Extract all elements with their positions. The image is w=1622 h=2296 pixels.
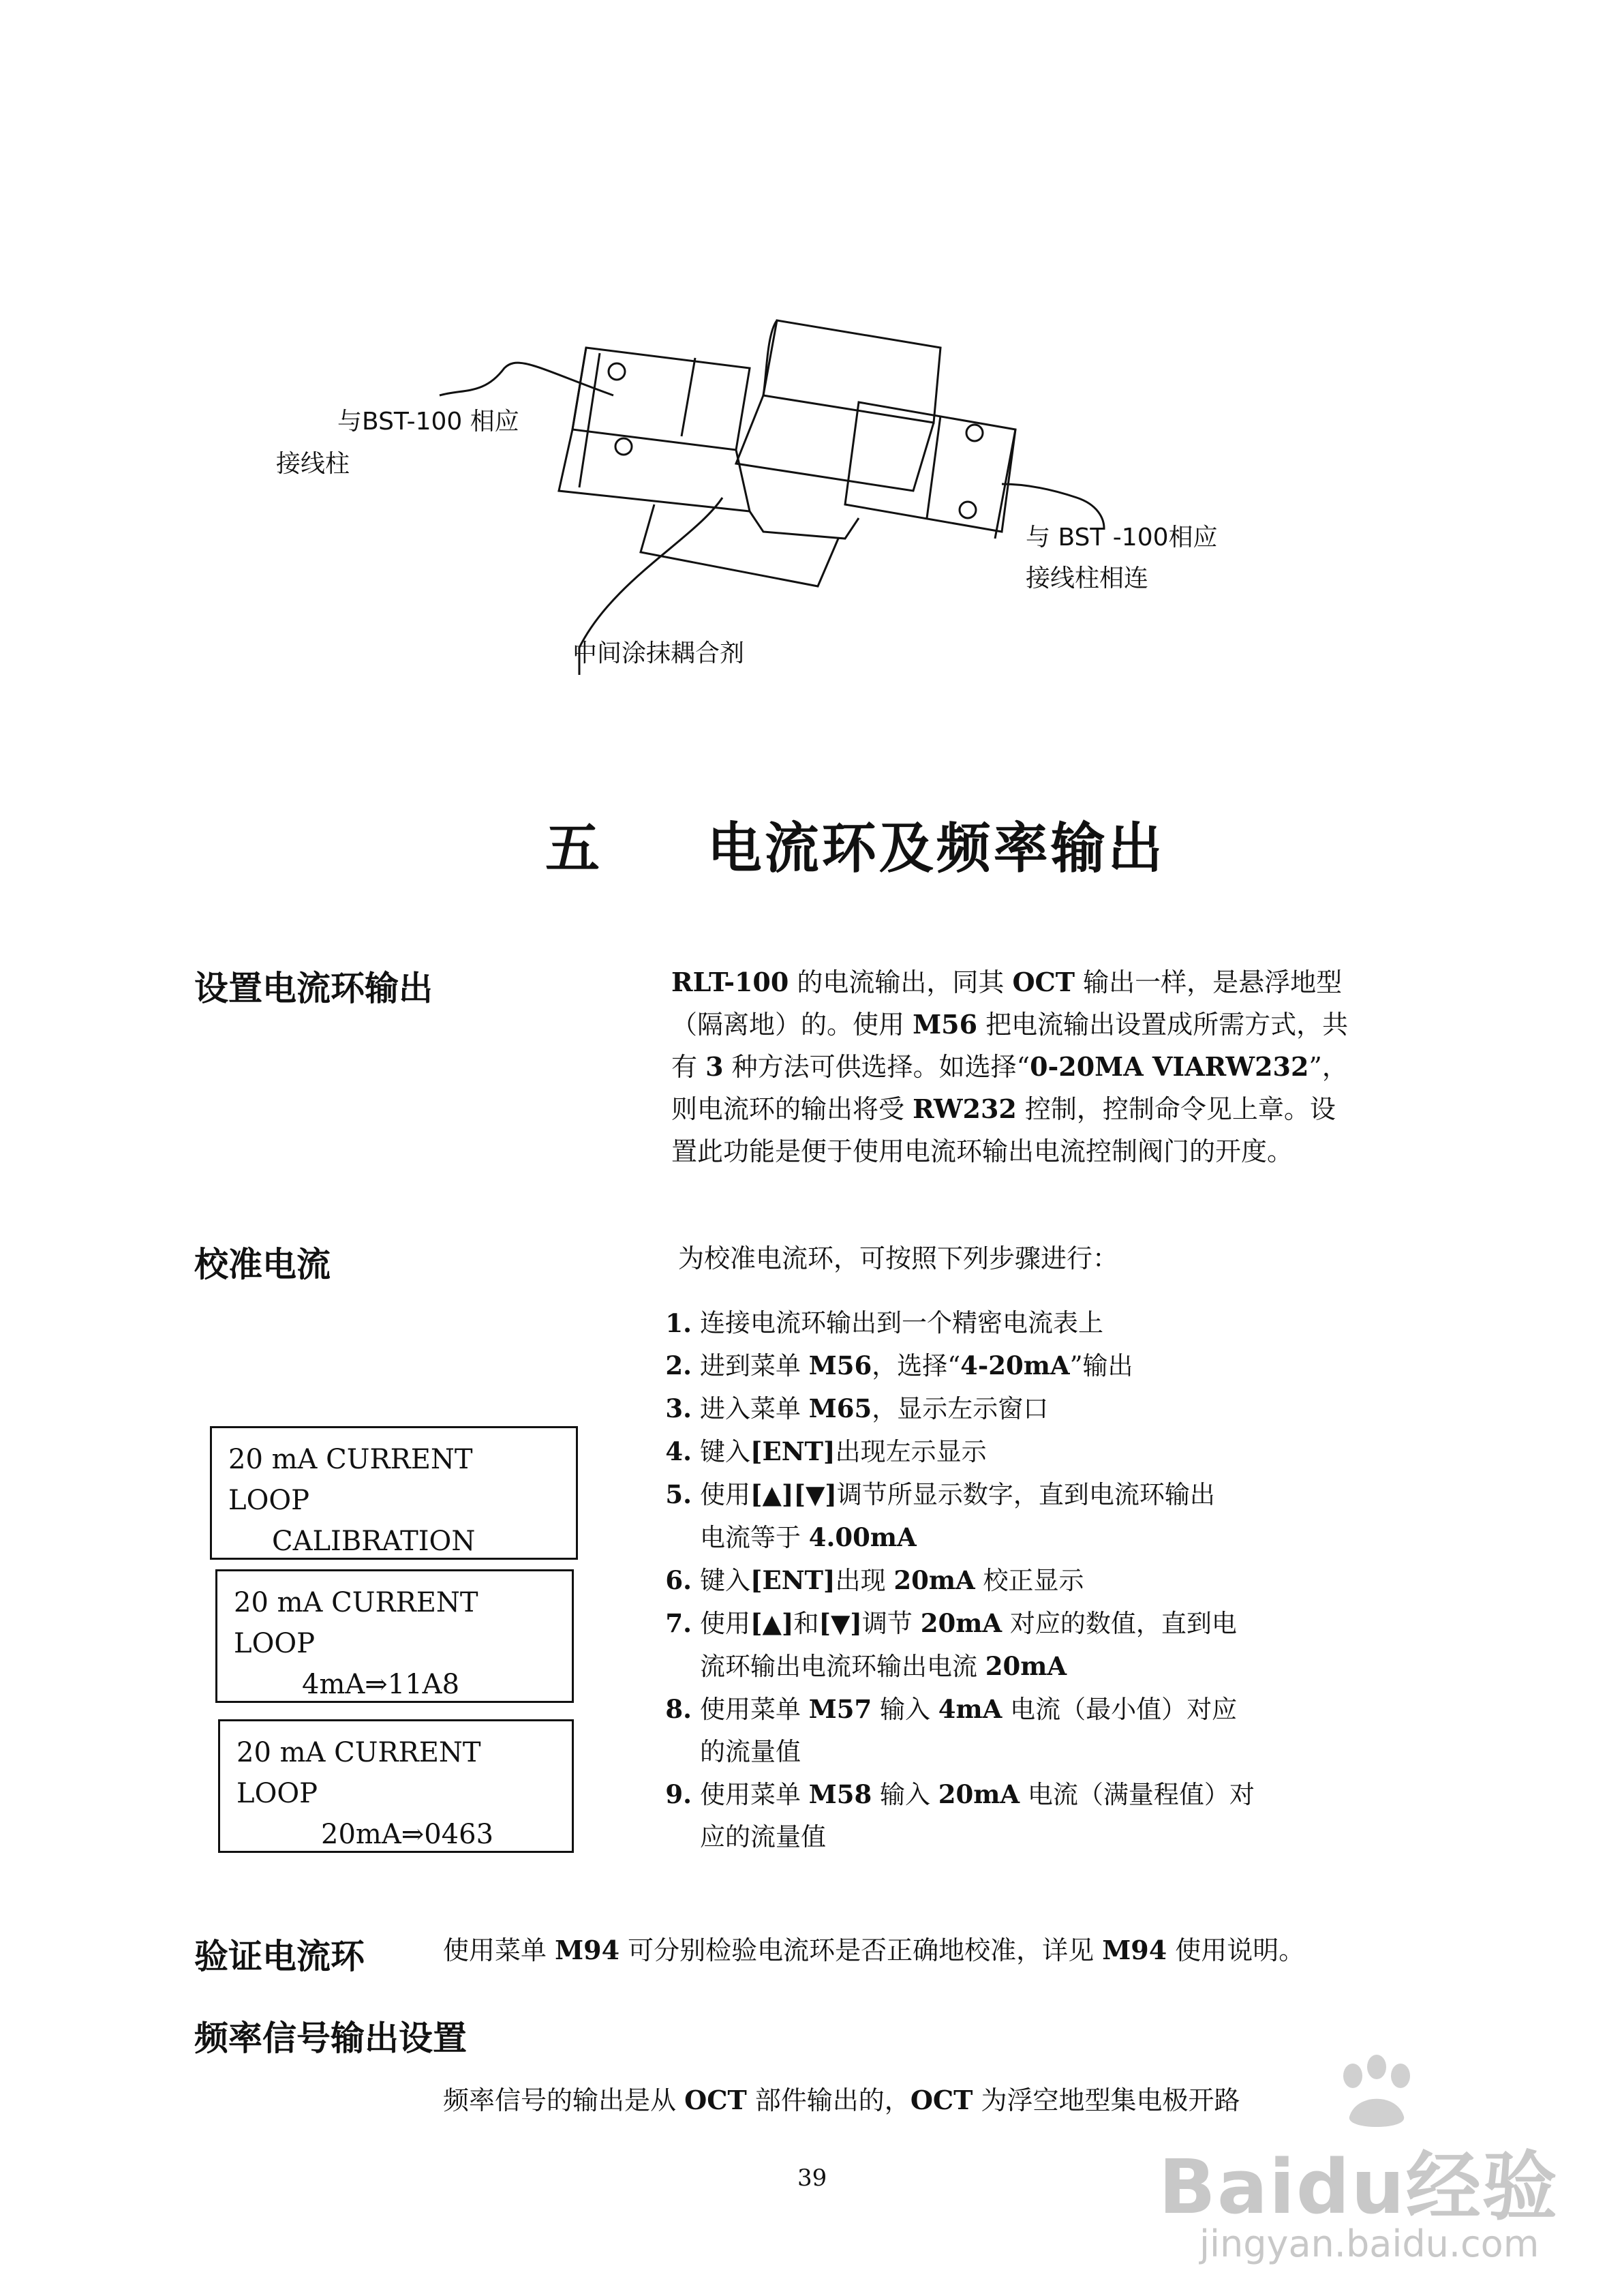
step-number: 2. <box>665 1350 692 1380</box>
calibration-step <box>658 1430 1380 1473</box>
lcd-line-1: 20 mA CURRENT LOOP <box>234 1587 478 1659</box>
baidu-watermark <box>1159 2052 1595 2270</box>
step-text: 使用[▲]和[▼]调节 20mA 对应的数值，直到电 流环输出电流环输出电流 20mA <box>700 1608 1237 1681</box>
step-number: 7. <box>665 1608 692 1638</box>
step-text: 键入[ENT]出现左示显示 <box>700 1436 987 1466</box>
lcd-line-2: 20mA⇒0463 <box>321 1819 494 1850</box>
transducer-drawing <box>259 293 1349 729</box>
step-number: 8. <box>665 1694 692 1724</box>
lcd-line-1: 20 mA CURRENT LOOP <box>228 1444 473 1516</box>
transducer-diagram <box>259 293 1349 729</box>
calibration-step <box>658 1387 1380 1430</box>
diagram-label-right-2: 接线柱相连 <box>1026 564 1149 592</box>
step-number: 3. <box>665 1393 692 1423</box>
step-text: 键入[ENT]出现 20mA 校正显示 <box>700 1565 1084 1595</box>
watermark-url: jingyan.baidu.com <box>1199 2222 1540 2265</box>
calibration-step <box>658 1344 1380 1387</box>
step-text: 使用菜单 M57 输入 4mA 电流（最小值）对应 的流量值 <box>700 1694 1238 1766</box>
lcd-line-2: 4mA⇒11A8 <box>302 1669 460 1700</box>
lcd-20ma-display <box>218 1719 574 1853</box>
step-text: 进入菜单 M65，显示左示窗口 <box>700 1393 1049 1423</box>
chapter-number: 五 <box>545 817 602 880</box>
page-number: 39 <box>797 2164 827 2192</box>
diagram-label-right-1: 与 BST -100相应 <box>1026 524 1218 552</box>
step-number: 6. <box>665 1565 692 1595</box>
heading-setup-current-loop: 设置电流环输出 <box>194 969 433 1008</box>
diagram-label-left-2: 接线柱 <box>276 450 350 478</box>
chapter-title <box>545 804 1165 883</box>
lcd-calibration-display <box>210 1426 578 1560</box>
calibration-step <box>658 1688 1380 1773</box>
watermark-logo-text: Baidu经验 <box>1159 2143 1559 2231</box>
chapter-heading: 电流环及频率输出 <box>707 817 1165 880</box>
lcd-line-2: CALIBRATION <box>272 1526 476 1557</box>
diagram-label-left-1: 与BST-100 相应 <box>337 408 519 436</box>
calibration-step <box>658 1473 1380 1559</box>
step-text: 使用[▲][▼]调节所显示数字，直到电流环输出 电流等于 4.00mA <box>700 1479 1215 1552</box>
calibrate-intro: 为校准电流环，可按照下列步骤进行： <box>678 1243 1119 1273</box>
diagram-label-bottom: 中间涂抹耦合剂 <box>572 639 745 667</box>
heading-calibrate-current: 校准电流 <box>194 1245 331 1284</box>
step-number: 1. <box>665 1308 692 1338</box>
step-text: 进到菜单 M56，选择“4-20mA”输出 <box>700 1350 1133 1380</box>
lcd-line-1: 20 mA CURRENT LOOP <box>236 1737 481 1809</box>
step-number: 4. <box>665 1436 692 1466</box>
setup-current-loop-paragraph: RLT-100 的电流输出，同其 OCT 输出一样，是悬浮地型（隔离地）的。使用 M56 把电流输出设置成所需方式，共有 3 种方法可供选择。如选择“0-20MA VIARW232”，则电流环的输出将受 RW232 控制，控制命令见上章。设置此功能是便于使用电流环输出电流控制阀门的开度。 <box>671 967 1349 1166</box>
heading-verify-current-loop: 验证电流环 <box>194 1937 365 1976</box>
verify-current-loop-text: 使用菜单 M94 可分别检验电流环是否正确地校准，详见 M94 使用说明。 <box>443 1935 1305 1965</box>
calibration-step <box>658 1602 1380 1688</box>
calibration-step <box>658 1302 1380 1344</box>
calibration-step <box>658 1773 1380 1858</box>
calibration-steps <box>658 1302 1380 1858</box>
step-text: 连接电流环输出到一个精密电流表上 <box>700 1308 1103 1338</box>
frequency-output-text: 频率信号的输出是从 OCT 部件输出的，OCT 为浮空地型集电极开路 <box>443 2085 1240 2115</box>
step-text: 使用菜单 M58 输入 20mA 电流（满量程值）对 应的流量值 <box>700 1779 1255 1852</box>
lcd-4ma-display <box>215 1569 574 1703</box>
heading-frequency-output: 频率信号输出设置 <box>194 2019 467 2058</box>
step-number: 5. <box>665 1479 692 1509</box>
step-number: 9. <box>665 1779 692 1809</box>
calibration-step <box>658 1559 1380 1602</box>
